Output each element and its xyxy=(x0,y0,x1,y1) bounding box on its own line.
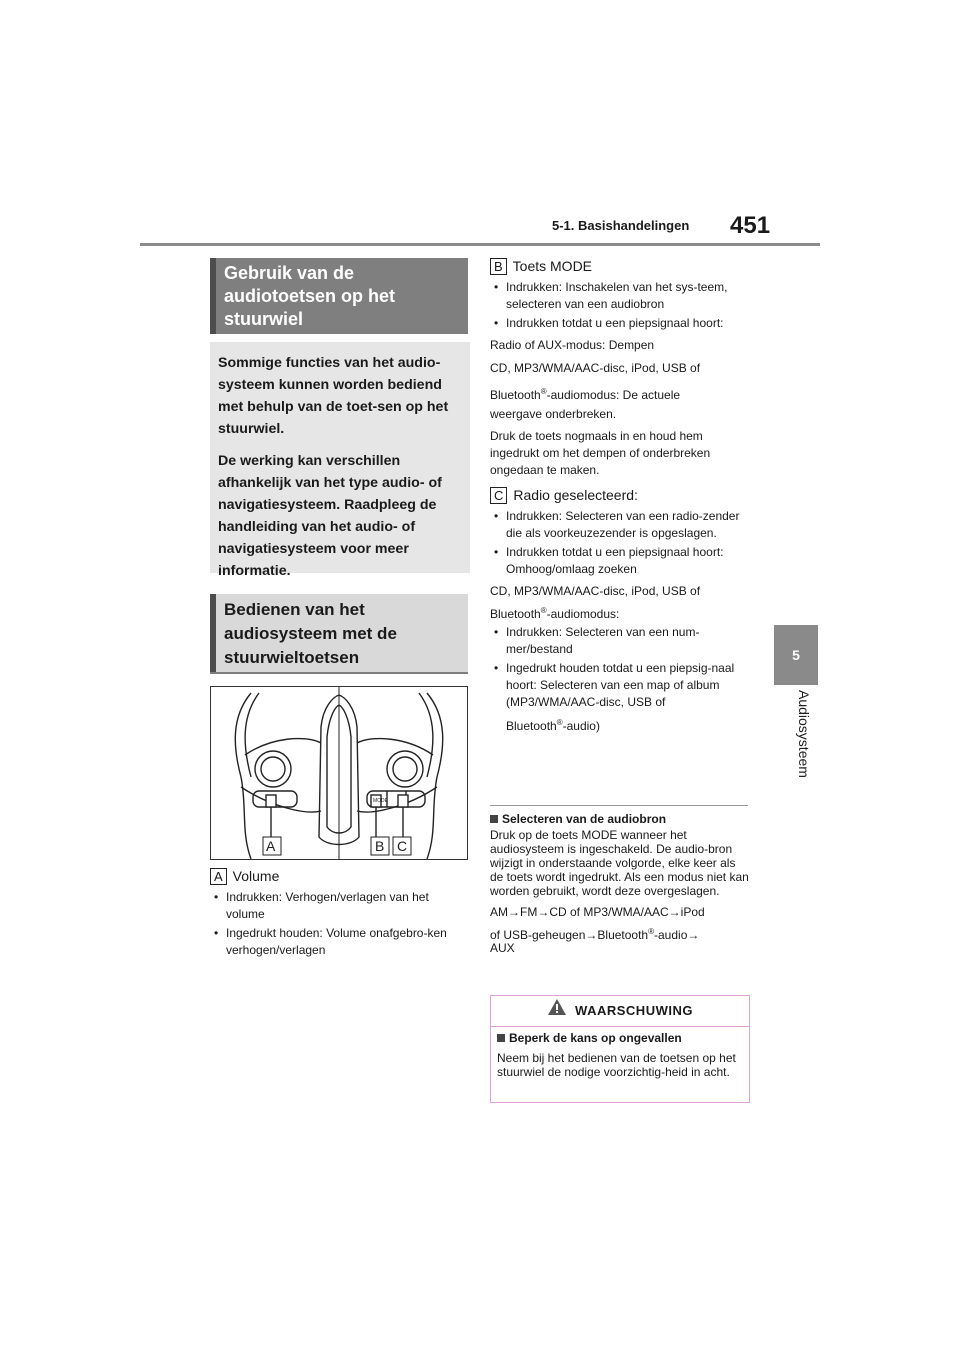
title-text: Gebruik van de audiotoetsen op het stuurwiel xyxy=(224,263,395,329)
paragraph: weergave onderbreken. xyxy=(490,407,617,421)
warning-heading: Beperk de kans op ongevallen xyxy=(509,1031,682,1045)
intro-paragraph-2: De werking kan verschillen afhankelijk van het type audio- of navigatiesysteem. Raadpleeg de handleiding van het audio- of navigatiesysteem voor meer informatie. xyxy=(218,453,442,579)
select-source-body: Druk op de toets MODE wanneer het audiosysteem is ingeschakeld. De audio-bron wijzigt in onderstaande volgorde, elke keer als de toets wordt ingedrukt. Als een modus niet kan worden gebruikt, wordt deze overgeslagen. xyxy=(490,828,749,898)
mode-switch-text: MODE xyxy=(373,798,388,804)
text-span: Bluetooth xyxy=(506,719,557,733)
section-title-operate-audio xyxy=(210,594,468,672)
paragraph: CD, MP3/WMA/AAC-disc, iPod, USB of xyxy=(490,361,701,375)
text-span: -audio→ xyxy=(654,928,700,942)
select-source-heading: Selecteren van de audiobron xyxy=(502,812,667,826)
source-flow-line-1: AM→FM→CD of MP3/WMA/AAC→iPod xyxy=(490,905,705,919)
title-text: Bedienen van het audiosysteem met de stuurwieltoetsen xyxy=(224,600,397,667)
list-item: • Indrukken totdat u een piepsignaal hoort: xyxy=(490,315,752,332)
text-span: Bluetooth xyxy=(490,388,541,402)
warning-box xyxy=(490,995,750,1103)
paragraph: Radio of AUX-modus: Dempen xyxy=(490,338,655,352)
steering-wheel-figure xyxy=(210,686,468,860)
section-volume xyxy=(210,868,468,961)
square-bullet-icon xyxy=(490,815,498,823)
text-span: of USB-geheugen→Bluetooth xyxy=(490,928,649,942)
list-item: • Ingedrukt houden: Volume onafgebro-ken verhogen/verlagen xyxy=(210,925,468,959)
intro-box xyxy=(210,342,470,579)
paragraph: CD, MP3/WMA/AAC-disc, iPod, USB of xyxy=(490,584,701,598)
text-span: -audio) xyxy=(562,719,600,733)
paragraph: Druk de toets nogmaals in en houd hem ingedrukt om het dempen of onderbreken ongedaan te maken. xyxy=(490,429,711,477)
warning-title: WAARSCHUWING xyxy=(575,1003,693,1018)
label-c: C xyxy=(490,487,507,504)
list-item: • Indrukken: Selecteren van een radio-zender die als voorkeuzezender is opgeslagen. xyxy=(490,508,752,542)
paragraph xyxy=(490,601,752,624)
figure-label-c: C xyxy=(397,838,408,854)
header-rule xyxy=(140,243,820,246)
list-item: • Indrukken: Selecteren van een num-mer/bestand xyxy=(490,624,752,658)
figure-label-a: A xyxy=(266,838,276,854)
steering-wheel-illustration xyxy=(211,687,467,859)
section-c-title: Radio geselecteerd: xyxy=(513,487,638,503)
list-item: • Indrukken: Verhogen/verlagen van het volume xyxy=(210,889,468,923)
source-flow-line-3: AUX xyxy=(490,941,515,955)
text-span: -audiomodus: De actuele xyxy=(546,388,681,402)
list-item: • Indrukken: Inschakelen van het sys-teem, selecteren van een audiobron xyxy=(490,279,752,313)
superscript: ® xyxy=(540,606,547,615)
text-span: -audiomodus: xyxy=(546,607,620,621)
section-header: 5-1. Basishandelingen xyxy=(552,218,690,233)
warning-triangle-icon xyxy=(547,997,567,1027)
figure-label-b: B xyxy=(375,838,385,854)
chapter-tab-number: 5 xyxy=(774,625,818,685)
page-number: 451 xyxy=(730,212,771,239)
list-item: • Ingedrukt houden totdat u een piepsig-naal hoort: Selecteren van een map of album (MP3/WMA/AAC-disc, USB of xyxy=(490,660,752,711)
title-underline xyxy=(210,672,468,674)
source-flow-line-2 xyxy=(490,925,752,942)
intro-paragraph-1: Sommige functies van het audio-systeem kunnen worden bediend met behulp van de toet-sen op het stuurwiel. xyxy=(218,355,449,437)
superscript: ® xyxy=(648,927,655,936)
section-b-title: Toets MODE xyxy=(512,258,593,274)
paragraph xyxy=(490,713,752,736)
section-title-steering-audio xyxy=(210,258,468,334)
list-item: • Indrukken totdat u een piepsignaal hoort: Omhoog/omlaag zoeken xyxy=(490,544,752,578)
superscript: ® xyxy=(556,718,563,727)
right-column xyxy=(490,258,752,740)
divider xyxy=(490,805,748,806)
text-span: Bluetooth xyxy=(490,607,541,621)
label-a: A xyxy=(210,868,227,885)
section-a-title: Volume xyxy=(232,868,280,884)
chapter-tab-label: Audiosysteem xyxy=(796,690,812,778)
label-b: B xyxy=(490,258,507,275)
square-bullet-icon xyxy=(497,1034,505,1042)
paragraph xyxy=(490,382,752,405)
superscript: ® xyxy=(540,387,547,396)
warning-body: Neem bij het bedienen van de toetsen op het stuurwiel de nodige voorzichtig-heid in acht. xyxy=(497,1051,736,1079)
select-source-section xyxy=(490,812,752,955)
